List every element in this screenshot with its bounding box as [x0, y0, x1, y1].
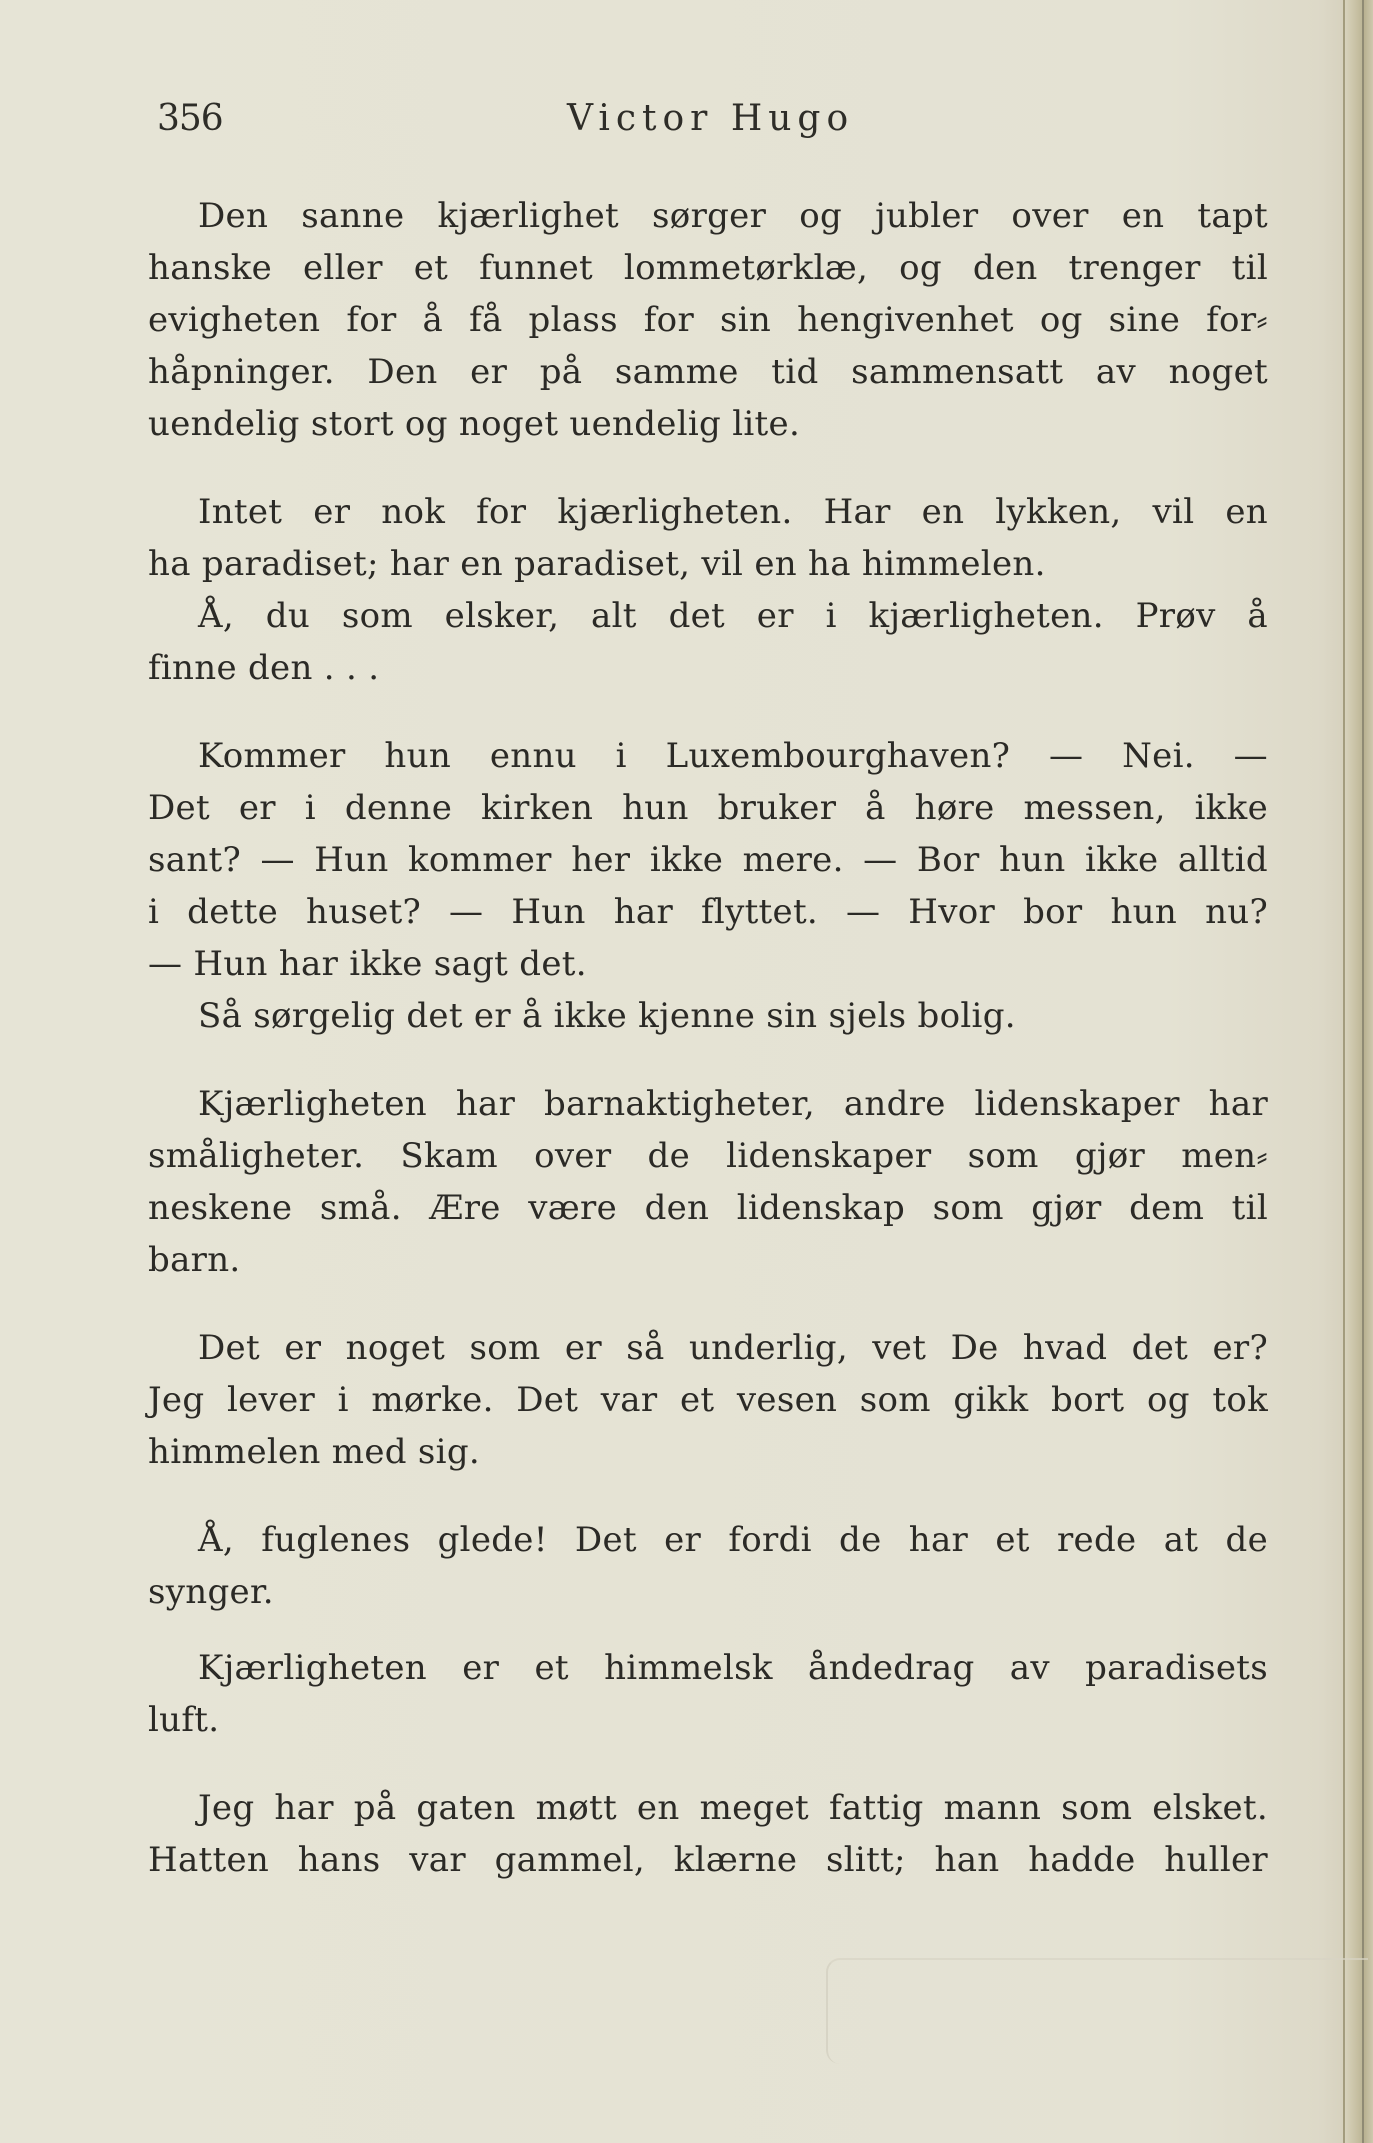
- page-number: 356: [157, 98, 223, 139]
- spine-shadow-line: [1362, 0, 1364, 2143]
- paragraph: [148, 1642, 1268, 1746]
- text-line: Jeg har på gaten møtt en meget fattig mann som elsket.: [198, 1788, 1268, 1828]
- text-line: i dette huset? — Hun har flyttet. — Hvor bor hun nu?: [148, 892, 1268, 932]
- paragraph: [148, 1322, 1268, 1478]
- text-line: neskene små. Ære være den lidenskap som gjør dem til: [148, 1188, 1268, 1228]
- text-line: synger.: [148, 1572, 274, 1612]
- text-line: finne den . . .: [148, 648, 380, 688]
- running-head-title: Victor Hugo: [567, 98, 855, 139]
- text-line: evigheten for å få plass for sin hengivenhet og sine for⸗: [148, 300, 1268, 340]
- text-line: — Hun har ikke sagt det.: [148, 944, 587, 984]
- paragraph-gap: [148, 1746, 1268, 1782]
- paragraph: [148, 990, 1268, 1042]
- paragraph-gap: [148, 1618, 1268, 1642]
- paragraph-gap: [148, 1286, 1268, 1322]
- text-line: Den sanne kjærlighet sørger og jubler over en tapt: [198, 196, 1268, 236]
- paragraph: [148, 1078, 1268, 1286]
- text-line: Det er noget som er så underlig, vet De hvad det er?: [198, 1328, 1268, 1368]
- paragraph-gap: [148, 1042, 1268, 1078]
- text-line: Kjærligheten er et himmelsk åndedrag av paradisets: [198, 1648, 1268, 1688]
- text-line: Intet er nok for kjærligheten. Har en lykken, vil en: [198, 492, 1268, 532]
- text-line: uendelig stort og noget uendelig lite.: [148, 404, 801, 444]
- paragraph: [148, 486, 1268, 590]
- paragraph: [148, 730, 1268, 990]
- paragraph-gap: [148, 450, 1268, 486]
- text-line: Hatten hans var gammel, klærne slitt; han hadde huller: [148, 1840, 1268, 1880]
- text-line: hanske eller et funnet lommetørklæ, og den trenger til: [148, 248, 1268, 288]
- text-line: himmelen med sig.: [148, 1432, 481, 1472]
- text-line: luft.: [148, 1700, 220, 1740]
- text-line: Å, du som elsker, alt det er i kjærligheten. Prøv å: [198, 596, 1268, 636]
- paragraph: [148, 1514, 1268, 1618]
- text-line: Å, fuglenes glede! Det er fordi de har et rede at de: [198, 1520, 1268, 1560]
- faint-library-stamp: [826, 1958, 1368, 2064]
- text-line: Kjærligheten har barnaktigheter, andre lidenskaper har: [198, 1084, 1268, 1124]
- body-text: [148, 190, 1268, 1886]
- text-line: håpninger. Den er på samme tid sammensatt av noget: [148, 352, 1268, 392]
- text-line: ha paradiset; har en paradiset, vil en ha himmelen.: [148, 544, 1046, 584]
- text-line: sant? — Hun kommer her ikke mere. — Bor hun ikke alltid: [148, 840, 1268, 880]
- paragraph: [148, 1782, 1268, 1886]
- text-line: Jeg lever i mørke. Det var et vesen som gikk bort og tok: [148, 1380, 1268, 1420]
- text-line: Det er i denne kirken hun bruker å høre messen, ikke: [148, 788, 1268, 828]
- text-line: barn.: [148, 1240, 241, 1280]
- book-spine-edge: [1343, 0, 1373, 2143]
- text-line: småligheter. Skam over de lidenskaper som gjør men⸗: [148, 1136, 1268, 1176]
- paragraph: [148, 590, 1268, 694]
- paragraph-gap: [148, 694, 1268, 730]
- text-line: Så sørgelig det er å ikke kjenne sin sjels bolig.: [198, 996, 1016, 1036]
- page-header: [157, 98, 1257, 150]
- paragraph-gap: [148, 1478, 1268, 1514]
- paragraph: [148, 190, 1268, 450]
- text-line: Kommer hun ennu i Luxembourghaven? — Nei. —: [198, 736, 1268, 776]
